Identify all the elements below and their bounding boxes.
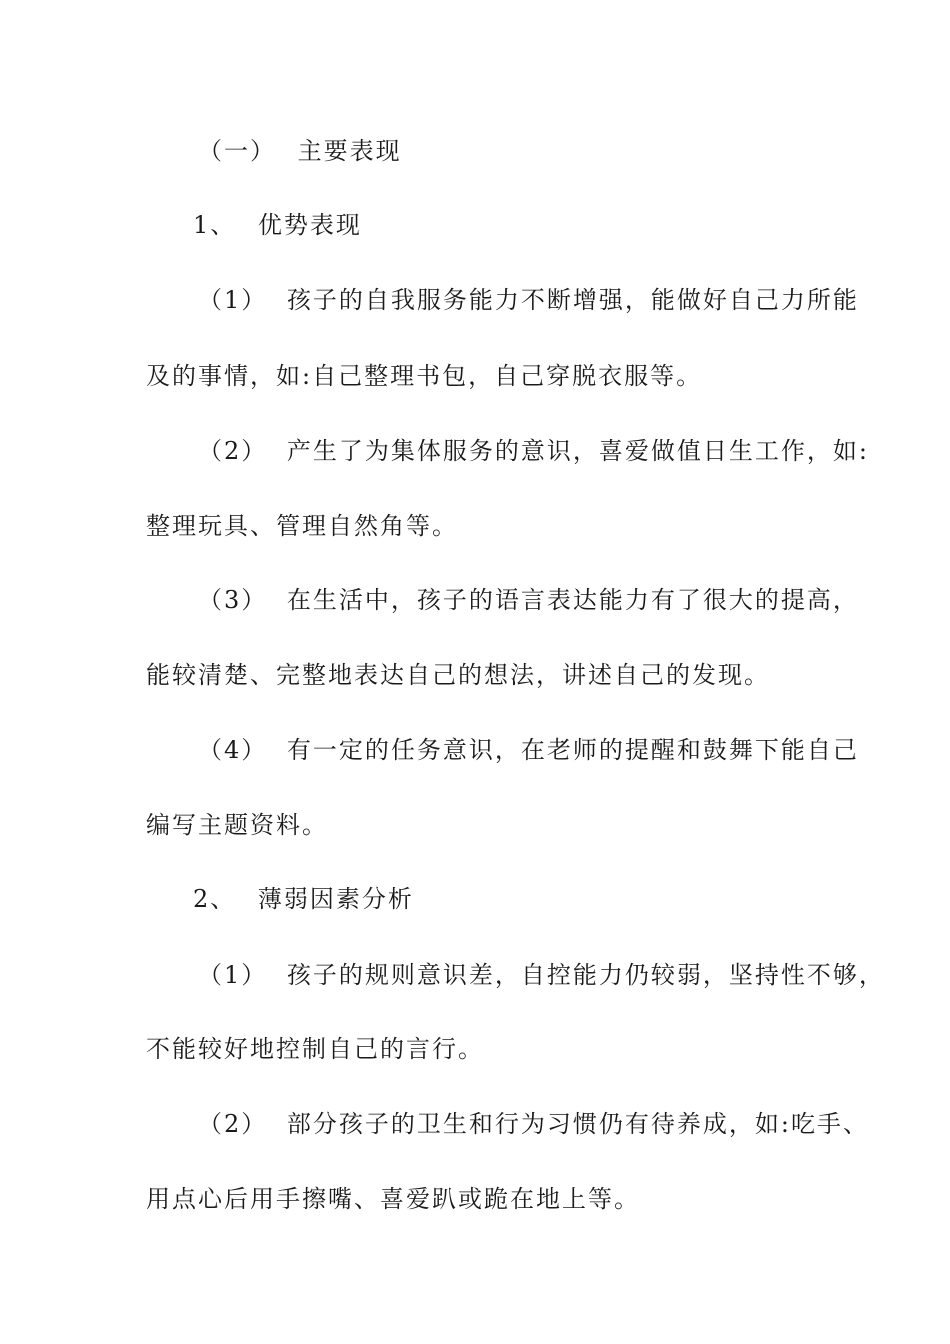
item-2-2-line-2: 用点心后用手擦嘴、喜爱趴或跪在地上等。 <box>146 1185 640 1213</box>
subsection-1-marker: 1、 <box>193 211 237 239</box>
subsection-1-text: 优势表现 <box>257 211 362 239</box>
item-2-2-marker: （2） <box>198 1110 268 1138</box>
item-1-3-line-2: 能较清楚、完整地表达自己的想法，讲述自己的发现。 <box>146 661 770 689</box>
item-1-1-text-line-1: 孩子的自我服务能力不断增强，能做好自己力所能 <box>286 286 859 314</box>
section-heading-marker: （一） <box>198 137 276 165</box>
subsection-2-text: 薄弱因素分析 <box>257 885 414 913</box>
item-1-2-line-2: 整理玩具、管理自然角等。 <box>146 512 458 540</box>
item-1-3-marker: （3） <box>198 586 268 614</box>
item-1-4-line-1 <box>198 735 859 765</box>
item-1-2-text-line-1: 产生了为集体服务的意识，喜爱做值日生工作，如: <box>286 437 870 465</box>
item-1-1-line-1 <box>198 285 859 315</box>
subsection-1-heading <box>193 210 362 240</box>
item-2-1-text-line-1: 孩子的规则意识差，自控能力仍较弱，坚持性不够， <box>286 961 885 989</box>
item-2-1-line-2: 不能较好地控制自己的言行。 <box>146 1035 484 1063</box>
item-2-2-line-1 <box>198 1109 869 1139</box>
item-2-2-text-line-1: 部分孩子的卫生和行为习惯仍有待养成，如:吃手、 <box>286 1110 870 1138</box>
item-1-2-line-1 <box>198 436 869 466</box>
item-1-3-text-line-1: 在生活中，孩子的语言表达能力有了很大的提高， <box>286 586 859 614</box>
item-2-1-marker: （1） <box>198 961 268 989</box>
item-1-1-marker: （1） <box>198 286 268 314</box>
section-heading-text: 主要表现 <box>297 137 402 165</box>
item-2-1-line-1 <box>198 960 885 990</box>
item-1-3-line-1 <box>198 585 859 615</box>
item-1-4-text-line-1: 有一定的任务意识，在老师的提醒和鼓舞下能自己 <box>286 736 859 764</box>
section-heading <box>198 136 402 166</box>
item-1-4-marker: （4） <box>198 736 268 764</box>
item-1-1-line-2: 及的事情，如:自己整理书包，自己穿脱衣服等。 <box>146 362 703 390</box>
subsection-2-marker: 2、 <box>193 885 237 913</box>
subsection-2-heading <box>193 884 414 914</box>
item-1-4-line-2: 编写主题资料。 <box>146 811 328 839</box>
item-1-2-marker: （2） <box>198 437 268 465</box>
